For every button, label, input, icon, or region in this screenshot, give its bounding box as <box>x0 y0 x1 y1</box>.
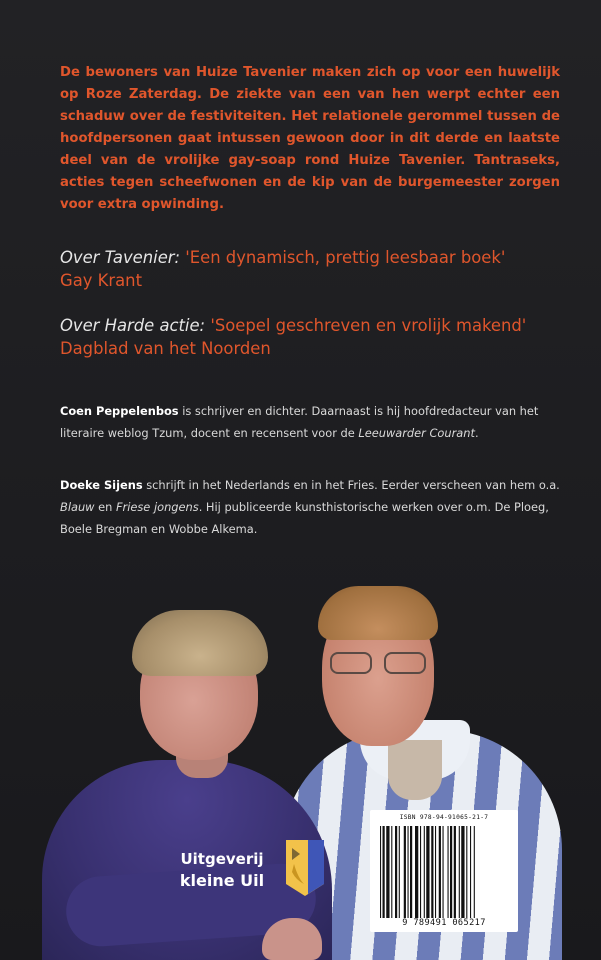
author-bio-1 <box>60 400 560 444</box>
blurb-text: De bewoners van Huize Tavenier maken zich op voor een huwelijk op Roze Zaterdag. De ziekte van een van hen werpt echter een schaduw over de festiviteiten. Het relationele gerommel tussen de hoofdpersonen gaat intussen gewoon door in dit derde en laatste deel van de vrolijke gay-soap rond Huize Tavenier. Tantraseks, acties tegen scheefwonen en de kip van de burgemeester zorgen voor extra opwinding. <box>60 65 560 212</box>
author-bio-2 <box>60 474 560 540</box>
author-right-tshirt <box>388 740 442 800</box>
glasses <box>330 652 426 672</box>
bio-text: is schrijver en dichter. Daarnaast is hij hoofdredacteur van het literaire weblog Tzum, docent en recensent voor de <box>60 404 539 440</box>
quote-source: Gay Krant <box>60 271 143 290</box>
bio-text-end: . Hij publiceerde kunsthistorische werken over o.m. De Ploeg, Boele Bregman en Wobbe Alkema. <box>60 500 549 536</box>
bio-italic: Friese jongens <box>115 500 199 514</box>
barcode-bars <box>380 826 508 918</box>
author-right-hair <box>318 586 438 640</box>
publisher-line-1: Uitgeverij <box>180 850 264 868</box>
isbn-label: ISBN 978-94-91065-21-7 <box>399 814 489 821</box>
author-name: Doeke Sijens <box>60 478 143 492</box>
bio-text-mid: en <box>94 500 116 514</box>
review-quote-2 <box>60 314 580 360</box>
author-name: Coen Peppelenbos <box>60 404 179 418</box>
review-quote-1 <box>60 246 580 292</box>
bio-italic: Blauw <box>60 500 95 514</box>
publisher-line-2: kleine Uil <box>179 871 265 890</box>
publisher-name <box>157 848 287 892</box>
quote-label: Over Tavenier: <box>60 248 181 267</box>
barcode <box>370 810 518 932</box>
owl-logo-icon <box>284 834 326 898</box>
quote-text: 'Een dynamisch, prettig leesbaar boek' <box>185 248 506 267</box>
quote-label: Over Harde actie: <box>60 316 206 335</box>
quote-source: Dagblad van het Noorden <box>60 339 271 358</box>
bio-text: schrijft in het Nederlands en in het Fries. Eerder verscheen van hem o.a. <box>142 478 560 492</box>
bio-italic: Leeuwarder Courant <box>358 426 475 440</box>
bio-text-end: . <box>474 426 479 440</box>
quote-text: 'Soepel geschreven en vrolijk makend' <box>210 316 527 335</box>
barcode-digits: 9 789491 065217 <box>402 918 486 928</box>
author-left-hair <box>132 610 268 676</box>
